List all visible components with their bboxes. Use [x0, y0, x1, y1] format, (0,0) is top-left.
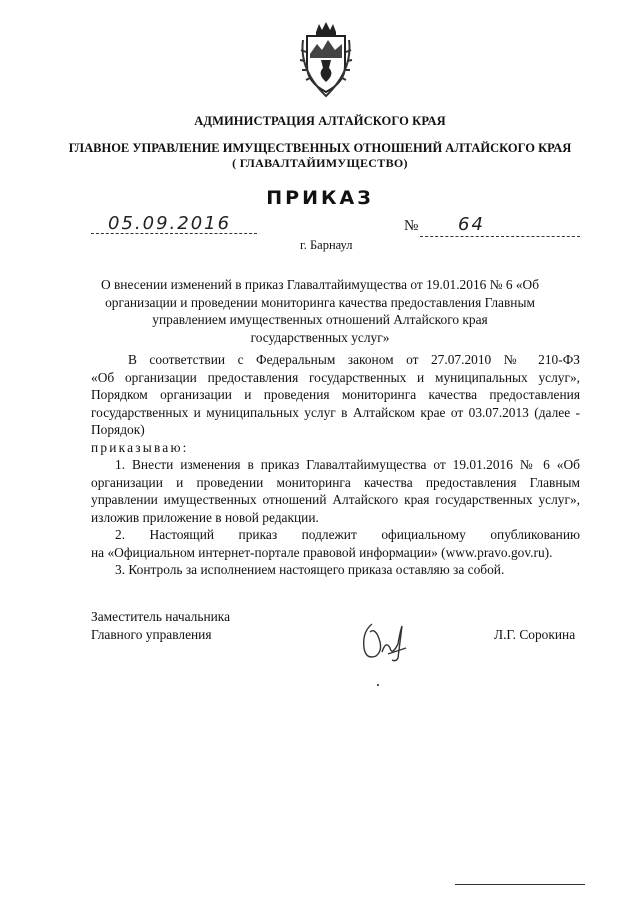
department-name: ГЛАВНОЕ УПРАВЛЕНИЕ ИМУЩЕСТВЕННЫХ ОТНОШЕНИЙ АЛТАЙСКОГО КРАЯ: [68, 141, 572, 155]
order-item-1: [91, 456, 580, 526]
date-underline: [91, 233, 257, 234]
signatory-position-line2: Главного управления: [91, 627, 212, 642]
preamble-line: В соответствии с Федеральным законом от 27.07.2010 № 210-ФЗ: [128, 352, 580, 367]
number-label: №: [404, 218, 419, 234]
item-line: на «Официальном интернет-портале правовой информации» (www.pravo.gov.ru).: [91, 544, 553, 560]
subject-line: организации и проведении мониторинга качества предоставления Главным: [105, 294, 535, 310]
item-line: 3. Контроль за исполнением настоящего приказа оставляю за собой.: [115, 562, 505, 577]
signatory-name: Л.Г. Сорокина: [494, 627, 576, 642]
order-word: приказываю:: [91, 439, 189, 455]
preamble-line: Порядком организации и проведения мониторинга качества предоставления: [91, 387, 580, 402]
coat-of-arms-emblem: [297, 20, 355, 100]
order-item-2: [91, 526, 580, 561]
item-line: управлении имущественных отношений Алтайского края государственных услуг»,: [91, 492, 580, 507]
preamble-line: Порядок): [91, 422, 145, 437]
subject-line: О внесении изменений в приказ Главалтайимущества от 19.01.2016 № 6 «Об: [100, 277, 540, 292]
department-short-name: ( ГЛАВАЛТАЙИМУЩЕСТВО): [232, 156, 408, 170]
preamble: [91, 351, 580, 456]
order-subject: [85, 276, 555, 346]
item-line: изложив приложение в новой редакции.: [91, 509, 319, 525]
document-title: ПРИКАЗ: [266, 187, 374, 209]
administration-name: АДМИНИСТРАЦИЯ АЛТАЙСКОГО КРАЯ: [194, 114, 446, 128]
preamble-line: «Об организации предоставления государственных и муниципальных услуг»,: [91, 369, 580, 385]
item-line: организации и проведении мониторинга качества предоставления Главным: [91, 474, 580, 490]
footer-line: [455, 884, 585, 885]
document-number: 64: [458, 214, 485, 235]
order-item-3: [91, 561, 580, 579]
number-underline: [420, 236, 580, 237]
subject-line: управлением имущественных отношений Алтайского края: [152, 312, 488, 327]
handwritten-signature: [358, 618, 410, 664]
item-line: 2. Настоящий приказ подлежит официальному опубликованию: [115, 527, 580, 542]
subject-line: государственных услуг»: [250, 329, 390, 345]
signatory-position-line1: Заместитель начальника: [91, 609, 231, 624]
preamble-line: государственных и муниципальных услуг в Алтайском крае от 03.07.2013 (далее -: [91, 404, 580, 420]
city-name: г. Барнаул: [300, 238, 353, 252]
document-date: 05.09.2016: [108, 213, 232, 234]
ink-dot: [377, 684, 379, 686]
item-line: 1. Внести изменения в приказ Главалтайимущества от 19.01.2016 № 6 «Об: [115, 457, 580, 472]
